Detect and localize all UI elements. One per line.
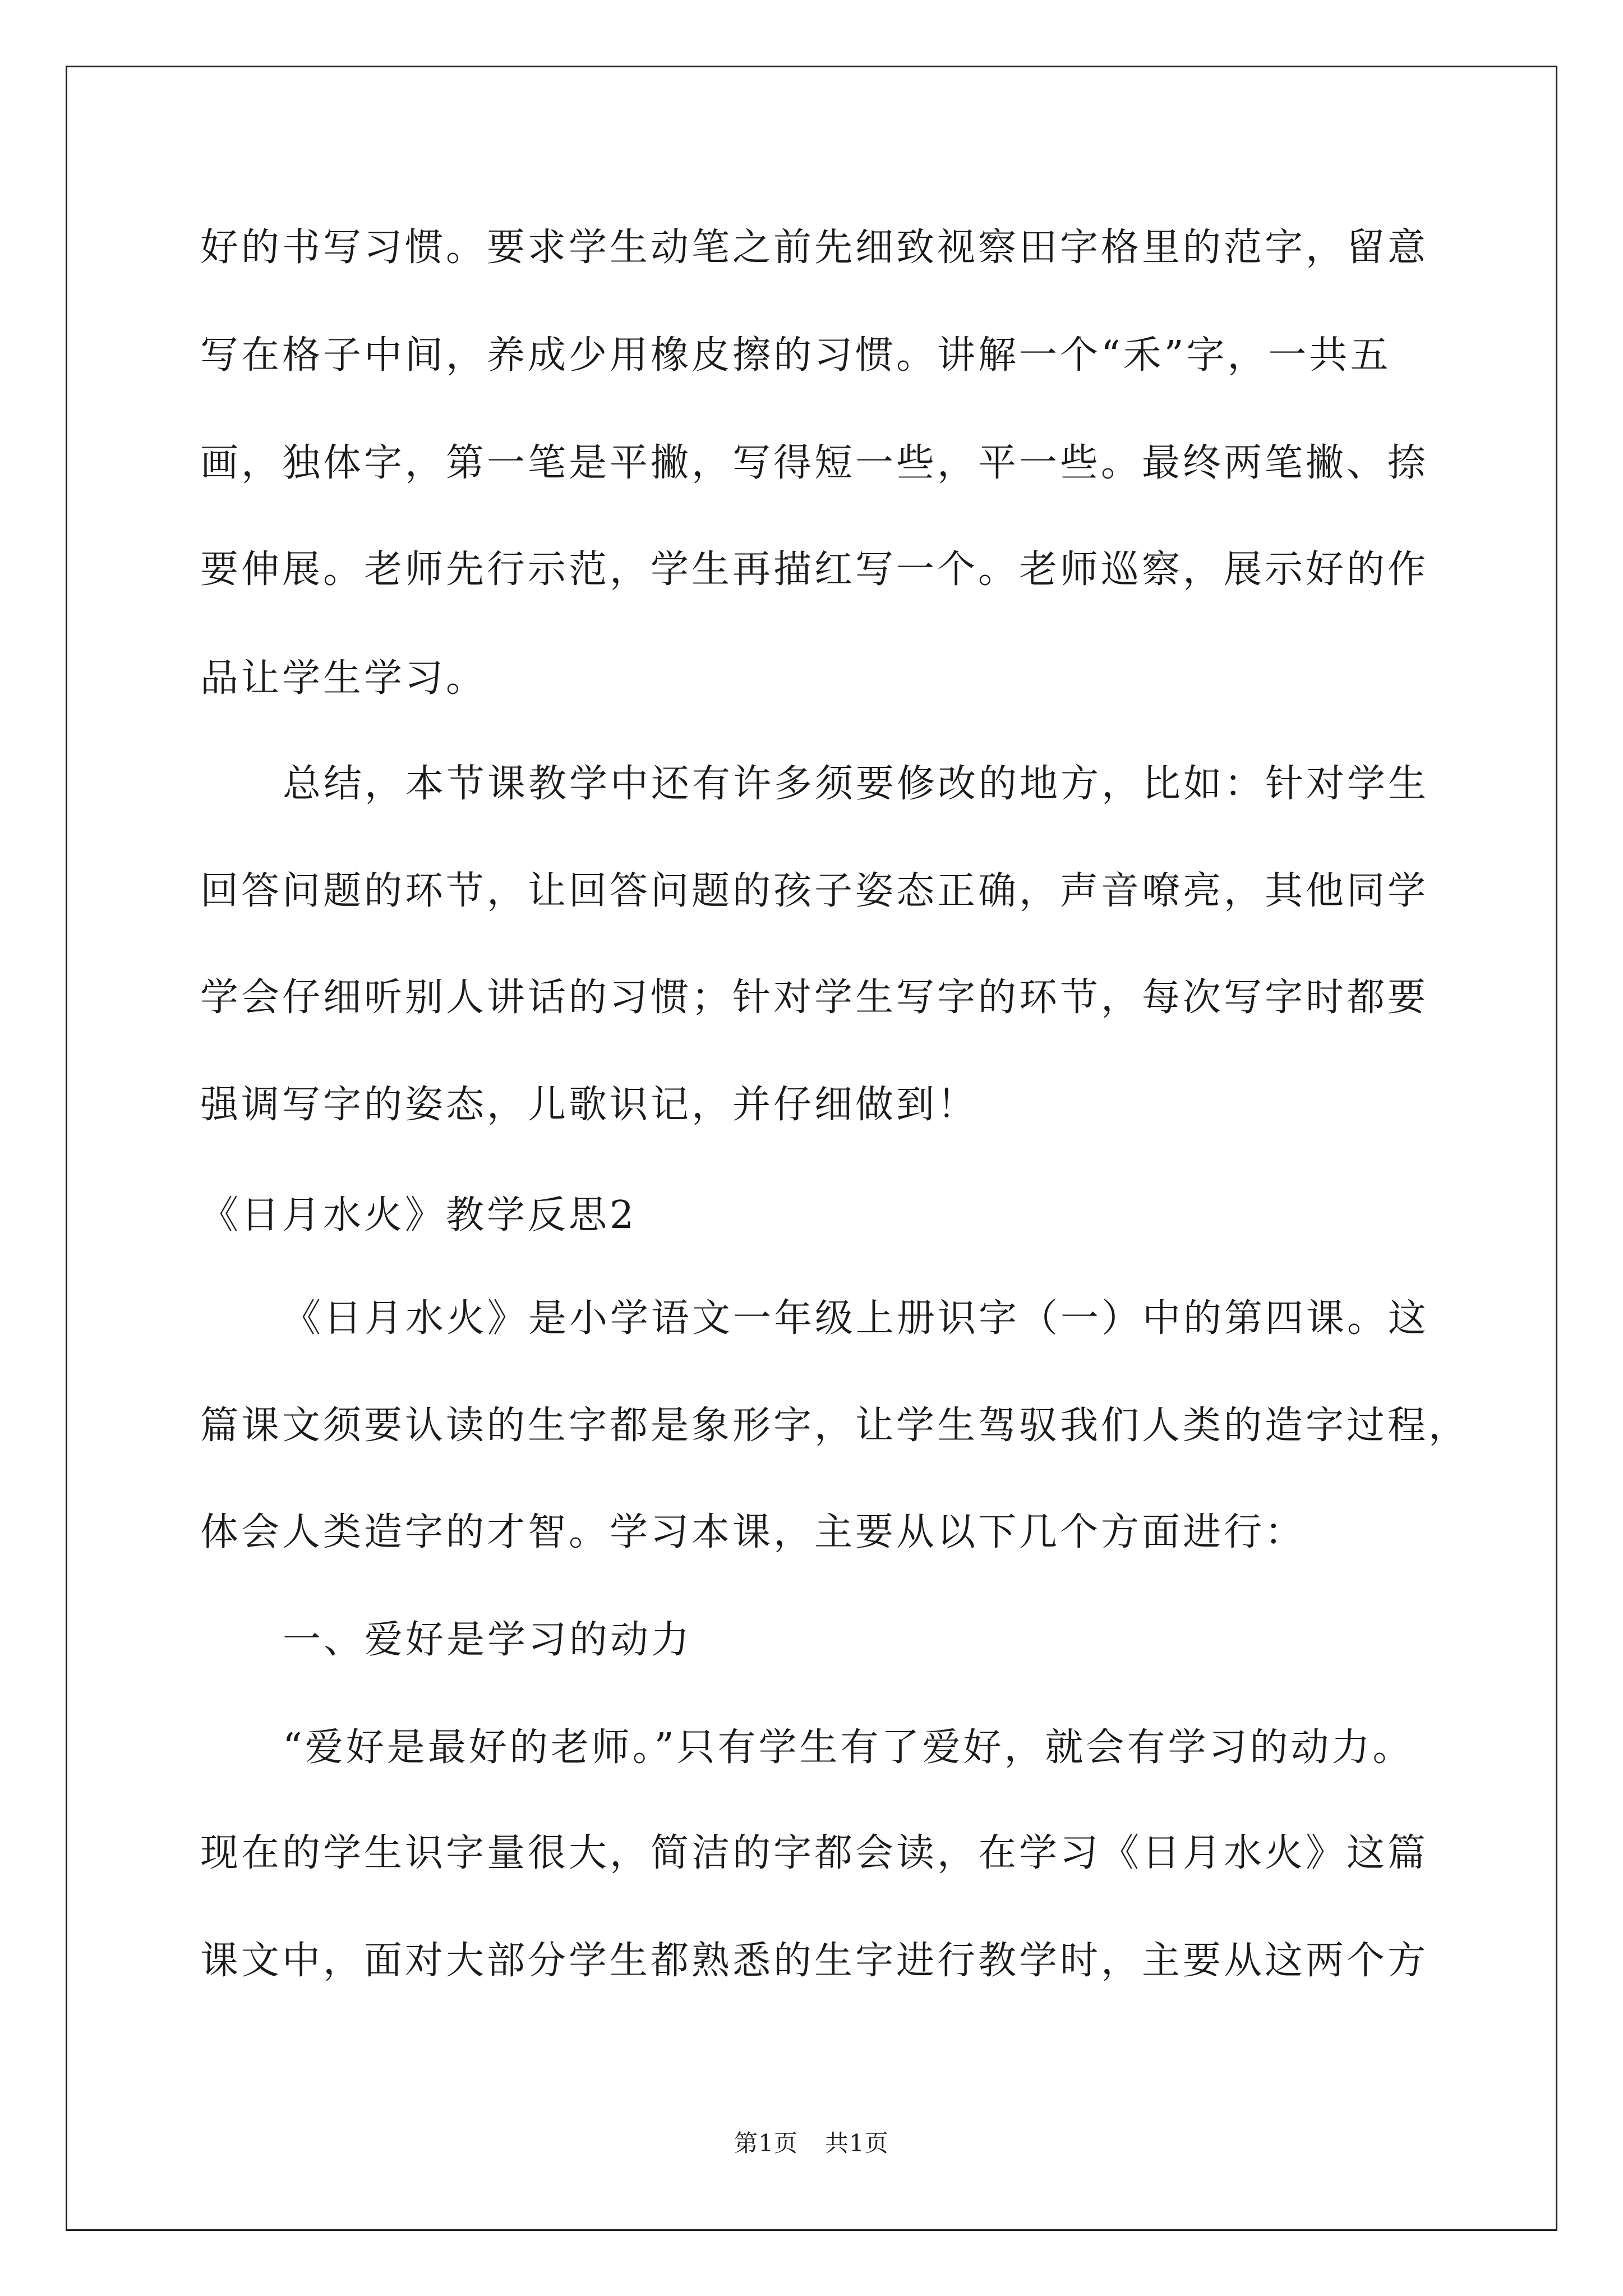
subheading: 一、爱好是学习的动力 [283, 1618, 693, 1662]
paragraph-4-line-3: 课文中，面对大部分学生都熟悉的生字进行教学时，主要从这两个方 [200, 1939, 1429, 1983]
page-border [66, 66, 1557, 2231]
paragraph-2-line-3: 学会仔细听别人讲话的习惯；针对学生写字的环节，每次写字时都要 [200, 976, 1429, 1020]
paragraph-4-line-1: “爱好是最好的老师。”只有学生有了爱好，就会有学习的动力。 [283, 1726, 1414, 1770]
paragraph-2-line-4: 强调写字的姿态，儿歌识记，并仔细做到！ [200, 1083, 979, 1127]
paragraph-1-line-3: 画，独体字，第一笔是平撇，写得短一些，平一些。最终两笔撇、捺 [200, 441, 1429, 485]
paragraph-2-line-2: 回答问题的环节，让回答问题的孩子姿态正确，声音嘹亮，其他同学 [200, 869, 1429, 913]
paragraph-3-line-1: 《日月水火》是小学语文一年级上册识字（一）中的第四课。这 [283, 1296, 1430, 1341]
page-footer [0, 2125, 1623, 2159]
page-number-current: 第1页 [734, 2129, 798, 2157]
paragraph-1-line-2: 写在格子中间，养成少用橡皮擦的习惯。讲解一个“禾”字，一共五 [200, 333, 1391, 378]
paragraph-4-line-2: 现在的学生识字量很大，简洁的字都会读，在学习《日月水火》这篇 [200, 1831, 1429, 1875]
paragraph-1-line-4: 要伸展。老师先行示范，学生再描红写一个。老师巡察，展示好的作 [200, 547, 1429, 592]
paragraph-3-line-3: 体会人类造字的才智。学习本课，主要从以下几个方面进行： [200, 1510, 1306, 1554]
paragraph-1-line-1: 好的书写习惯。要求学生动笔之前先细致视察田字格里的范字，留意 [200, 226, 1429, 270]
paragraph-1-line-5: 品让学生学习。 [200, 656, 487, 701]
section-heading: 《日月水火》教学反思2 [200, 1193, 637, 1237]
paragraph-3-line-2: 篇课文须要认读的生字都是象形字，让学生驾驭我们人类的造字过程， [200, 1404, 1470, 1448]
page-number-total: 共1页 [825, 2129, 889, 2157]
paragraph-2-line-1: 总结，本节课教学中还有许多须要修改的地方，比如：针对学生 [283, 762, 1430, 806]
